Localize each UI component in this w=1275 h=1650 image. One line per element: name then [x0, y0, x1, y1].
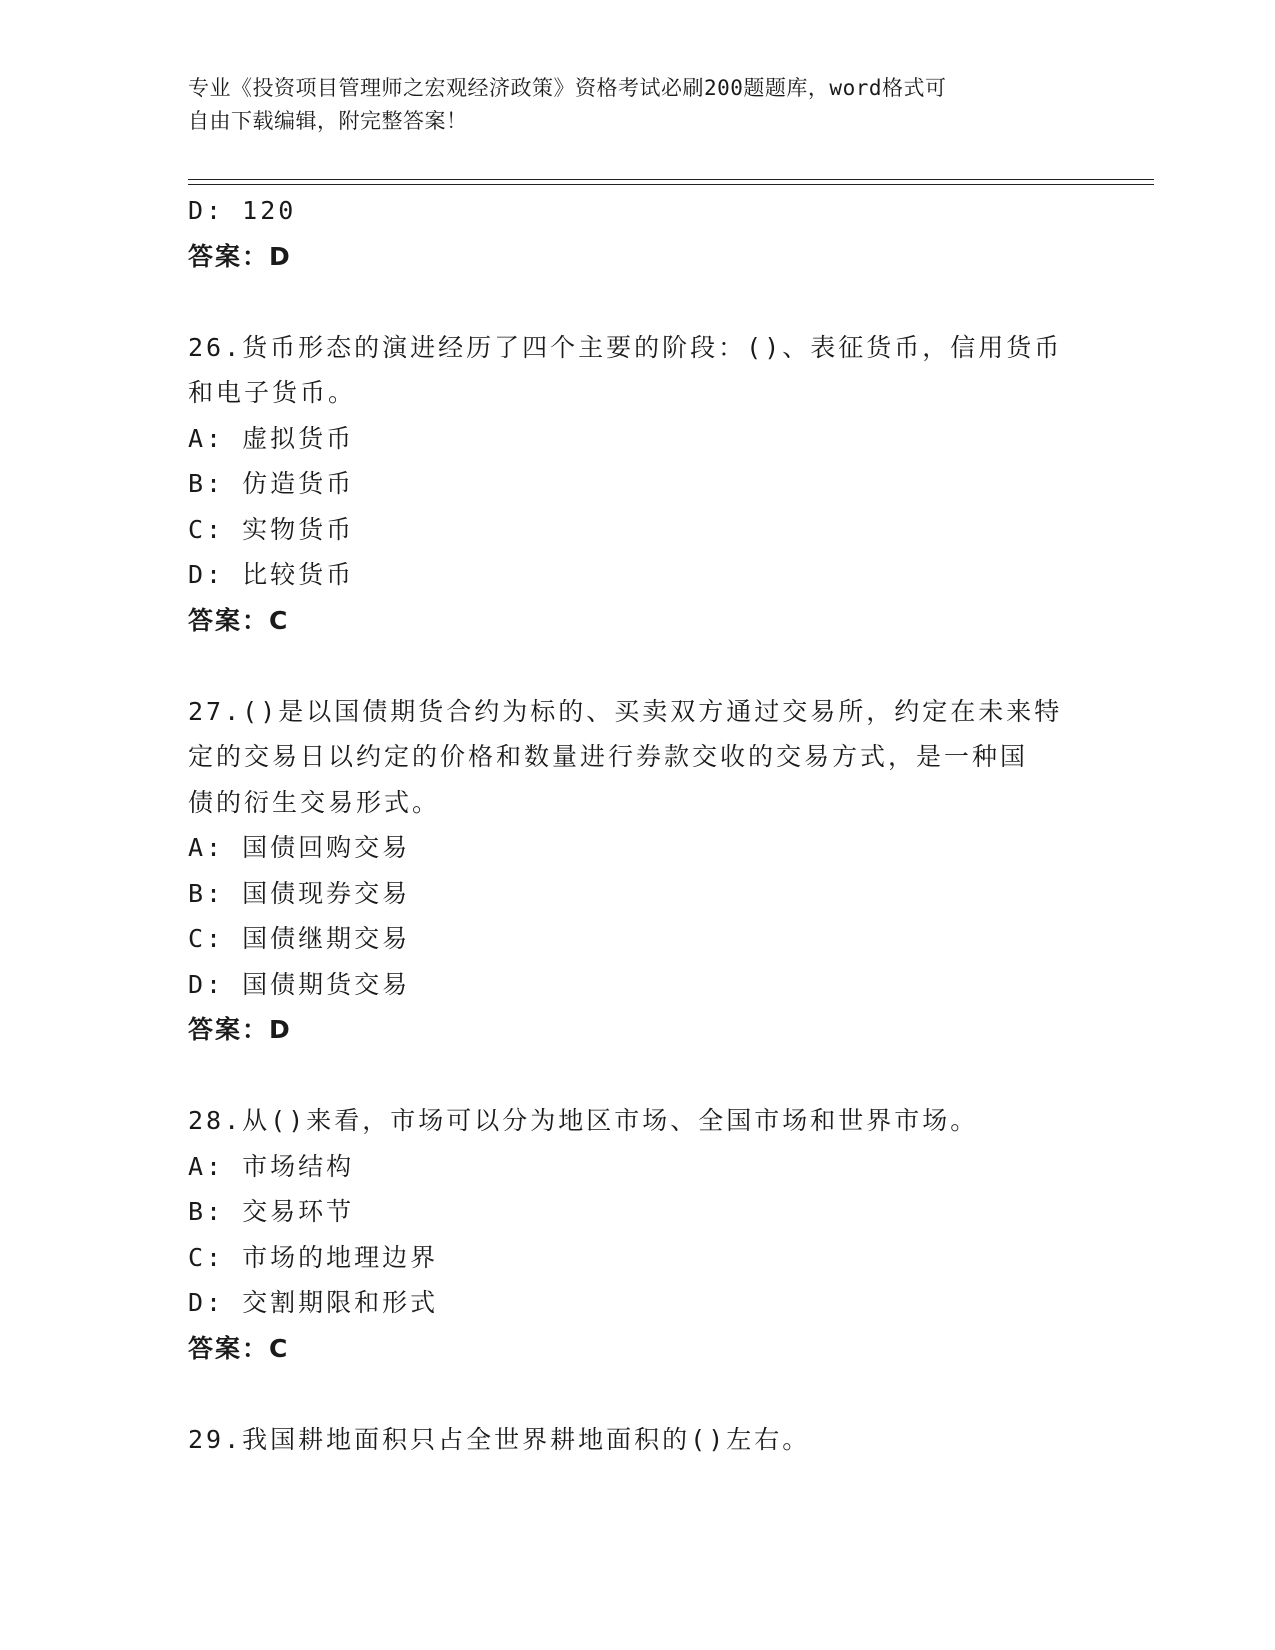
option-d: D: 比较货币 — [188, 560, 355, 589]
answer-line: 答案：C — [188, 1333, 290, 1363]
question-stem-line: 27.()是以国债期货合约为标的、买卖双方通过交易所，约定在未来特 — [188, 696, 1063, 726]
answer-line: 答案：D — [188, 241, 292, 271]
option-b: B: 国债现券交易 — [188, 878, 411, 908]
option-c: C: 市场的地理边界 — [188, 1242, 439, 1272]
answer-line: 答案：D — [188, 1015, 292, 1044]
header-title-line-1: 专业《投资项目管理师之宏观经济政策》资格考试必刷200题题库，word格式可 — [188, 76, 947, 100]
option-b: B: 交易环节 — [188, 1197, 355, 1226]
question-list — [188, 188, 1088, 1462]
spacer — [188, 1371, 1088, 1417]
option-c: C: 实物货币 — [188, 514, 355, 544]
question-29 — [188, 1417, 1088, 1463]
spacer — [188, 1053, 1088, 1099]
option-b: B: 仿造货币 — [188, 469, 355, 498]
header-title-line-2: 自由下载编辑，附完整答案！ — [188, 109, 468, 133]
option-d: D: 120 — [188, 196, 297, 225]
spacer — [188, 643, 1088, 689]
question-stem-line: 28.从()来看，市场可以分为地区市场、全国市场和世界市场。 — [188, 1106, 979, 1135]
question-stem-line: 定的交易日以约定的价格和数量进行券款交收的交易方式，是一种国 — [188, 742, 1029, 771]
option-d: D: 交割期限和形式 — [188, 1288, 439, 1317]
option-d: D: 国债期货交易 — [188, 969, 411, 999]
option-a: A: 市场结构 — [188, 1151, 355, 1181]
question-stem-line: 26.货币形态的演进经历了四个主要的阶段：()、表征货币，信用货币 — [188, 332, 1063, 362]
answer-line: 答案：C — [188, 605, 290, 635]
header-rule-bottom — [188, 184, 1154, 185]
question-26 — [188, 325, 1088, 644]
option-a: A: 国债回购交易 — [188, 833, 411, 862]
option-c: C: 国债继期交易 — [188, 924, 411, 953]
header-rule-top — [188, 179, 1154, 180]
question-stem-line: 29.我国耕地面积只占全世界耕地面积的()左右。 — [188, 1424, 811, 1454]
question-stem-line: 债的衍生交易形式。 — [188, 787, 441, 817]
question-28 — [188, 1098, 1088, 1371]
option-a: A: 虚拟货币 — [188, 423, 355, 453]
question-27 — [188, 689, 1088, 1053]
question-stem-line: 和电子货币。 — [188, 378, 357, 407]
spacer — [188, 279, 1088, 325]
document-header — [188, 72, 1068, 138]
